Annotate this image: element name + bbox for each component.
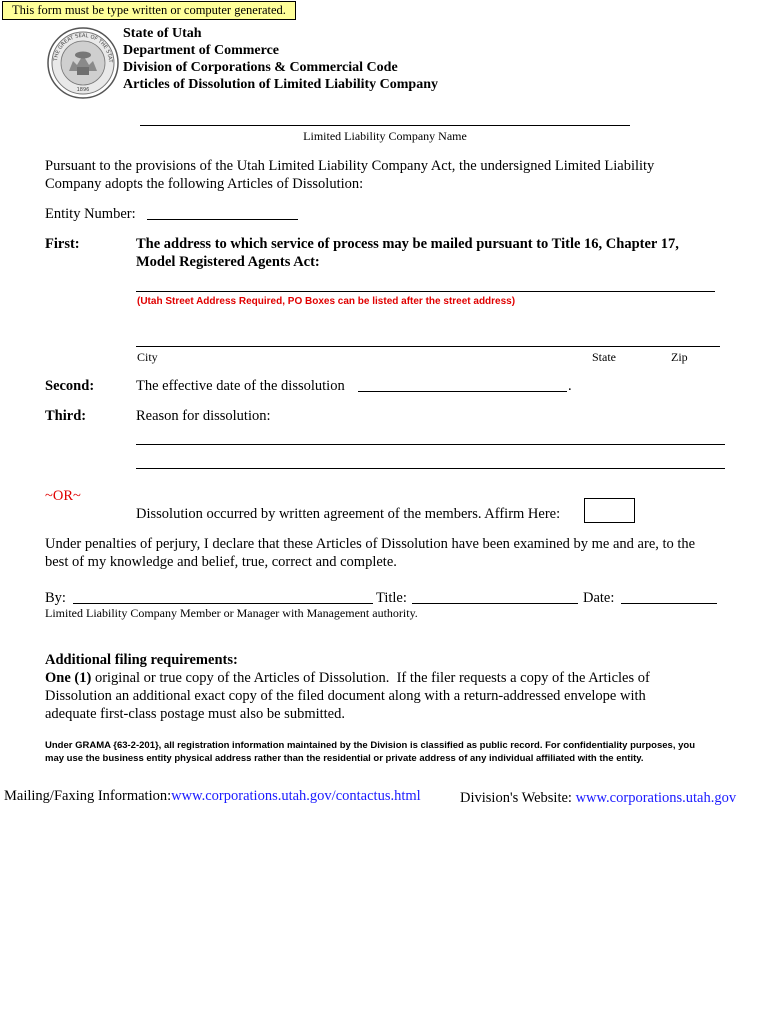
additional-line-3: adequate first-class postage must also be submitted.	[45, 706, 345, 722]
second-label: Second:	[45, 378, 95, 394]
affirm-checkbox[interactable]	[584, 498, 635, 523]
first-text-line-1: The address to which service of process may be mailed pursuant to Title 16, Chapter 17,	[136, 236, 679, 252]
division-website-link[interactable]: www.corporations.utah.gov	[575, 790, 737, 806]
second-trailing-period: .	[568, 378, 572, 394]
second-text: The effective date of the dissolution	[136, 378, 345, 394]
website-label: Division's Website:	[460, 790, 572, 806]
company-name-field[interactable]	[140, 125, 630, 126]
by-label: By:	[45, 590, 66, 606]
intro-line-1: Pursuant to the provisions of the Utah Limited Liability Company Act, the undersigned Limited Liability	[45, 158, 655, 174]
zip-label: Zip	[671, 350, 688, 364]
mailing-label: Mailing/Faxing Information:	[4, 788, 172, 804]
additional-line-1	[45, 669, 650, 687]
grama-line-1: Under GRAMA {63-2-201}, all registration information maintained by the Division is classified as public record. For confidentiality purposes, you	[45, 740, 696, 751]
or-separator: ~OR~	[45, 488, 81, 504]
signature-note: Limited Liability Company Member or Manager with Management authority.	[45, 606, 418, 620]
utah-seal-icon	[47, 27, 119, 99]
title-field[interactable]	[412, 603, 578, 604]
grama-line-2: may use the business entity physical address rather than the residential or private address of any individual affiliated with the entity.	[45, 753, 644, 764]
city-label: City	[137, 350, 158, 364]
street-address-field[interactable]	[136, 291, 715, 292]
third-text: Reason for dissolution:	[136, 408, 271, 424]
header-department: Department of Commerce	[123, 43, 280, 58]
website-info	[460, 789, 736, 807]
additional-line-2: Dissolution an additional exact copy of the filed document along with a return-addressed envelope with	[45, 688, 646, 704]
first-text-line-2: Model Registered Agents Act:	[136, 254, 320, 270]
header-state: State of Utah	[123, 26, 202, 41]
state-label: State	[592, 350, 616, 364]
reason-field-line-1[interactable]	[136, 444, 725, 445]
entity-number-field[interactable]	[147, 219, 298, 220]
by-field[interactable]	[73, 603, 373, 604]
city-state-zip-field[interactable]	[136, 346, 720, 347]
perjury-line-2: best of my knowledge and belief, true, correct and complete.	[45, 554, 397, 570]
seal-top-text: THE GREAT SEAL OF THE STAT	[53, 32, 114, 63]
company-name-label: Limited Liability Company Name	[303, 129, 467, 143]
additional-line-1-rest: original or true copy of the Articles of Dissolution. If the filer requests a copy of the Articles of	[91, 670, 650, 686]
typewritten-notice: This form must be type written or computer generated.	[2, 1, 296, 20]
additional-heading: Additional filing requirements:	[45, 652, 238, 668]
contact-us-link[interactable]: www.corporations.utah.gov/contactus.html	[171, 788, 421, 804]
perjury-line-1: Under penalties of perjury, I declare that these Articles of Dissolution have been examined by me and are, to the	[45, 536, 696, 552]
effective-date-field[interactable]	[358, 391, 567, 392]
seal-year: 1896	[76, 87, 90, 93]
mailing-info	[4, 787, 421, 805]
first-label: First:	[45, 236, 80, 252]
third-label: Third:	[45, 408, 87, 424]
header-division: Division of Corporations & Commercial Code	[123, 60, 398, 75]
date-label: Date:	[583, 590, 615, 606]
title-label: Title:	[376, 590, 407, 606]
street-address-note: (Utah Street Address Required, PO Boxes can be listed after the street address)	[137, 296, 516, 307]
entity-number-label: Entity Number:	[45, 206, 136, 222]
header-form-title: Articles of Dissolution of Limited Liability Company	[123, 77, 439, 92]
intro-line-2: Company adopts the following Articles of Dissolution:	[45, 176, 364, 192]
affirm-text: Dissolution occurred by written agreement of the members. Affirm Here:	[136, 506, 561, 522]
date-field[interactable]	[621, 603, 717, 604]
reason-field-line-2[interactable]	[136, 468, 725, 469]
one-copy-label: One (1)	[45, 670, 92, 686]
